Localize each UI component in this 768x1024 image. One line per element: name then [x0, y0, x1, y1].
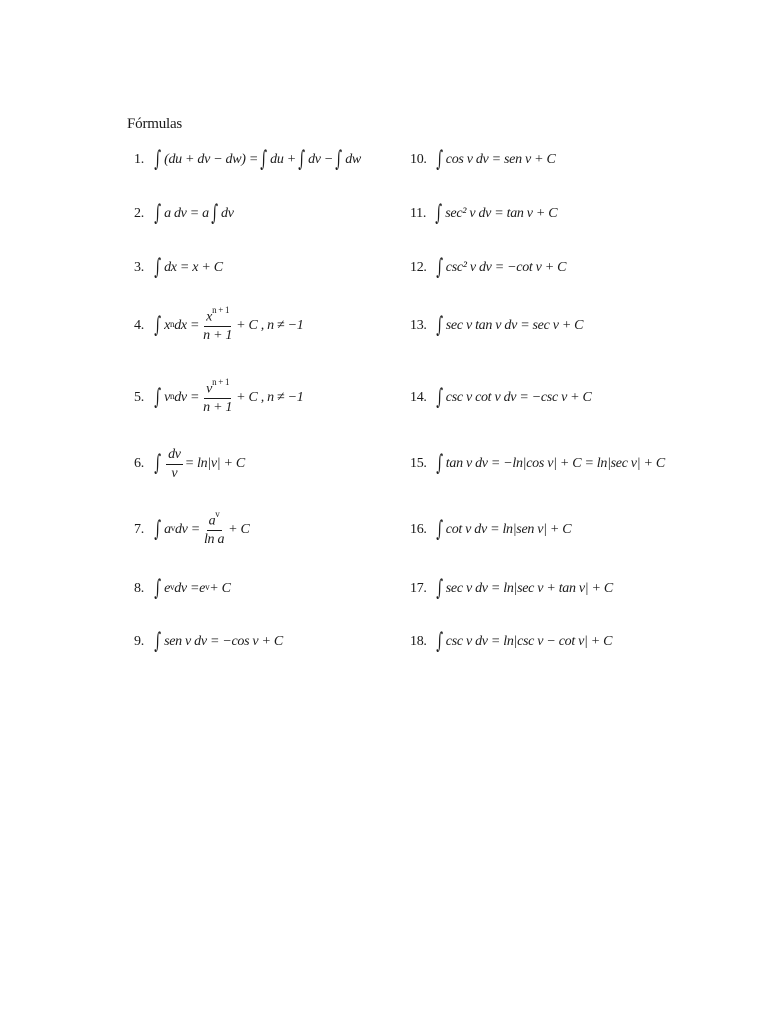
expr-part: (du + dv − dw) =	[164, 152, 258, 167]
denominator-text: v	[171, 465, 178, 481]
denominator-text: n + 1	[203, 400, 233, 416]
expr-part: dv −	[308, 152, 334, 167]
page-title: Fórmulas	[127, 116, 183, 132]
denominator	[201, 327, 234, 343]
expr-part: e	[164, 581, 170, 596]
formula-number: 18.	[410, 634, 427, 649]
integral-symbol: ∫	[154, 201, 161, 226]
exponent: v	[170, 582, 175, 592]
formula-expression	[152, 149, 361, 171]
expr-part: v	[164, 390, 170, 405]
expr-text: sec² v dv = tan v + C	[445, 206, 558, 221]
integral-symbol: ∫	[211, 201, 218, 226]
formula-expression	[433, 203, 557, 225]
formula-17	[410, 569, 613, 609]
expr-part: dx = x + C	[164, 260, 223, 275]
expr-part: dw	[345, 152, 361, 167]
formula-expression	[434, 631, 613, 653]
numerator-base: a	[208, 513, 216, 529]
formula-9	[134, 622, 283, 662]
expr-part: + C , n ≠ −1	[236, 318, 304, 333]
formula-expression	[434, 257, 567, 279]
expr-part: a dv = a	[164, 206, 209, 221]
formula-expression	[152, 377, 304, 416]
exponent: n	[170, 319, 175, 329]
numerator	[207, 509, 222, 531]
formula-number: 2.	[134, 206, 144, 221]
formula-16	[410, 510, 571, 550]
expr-text: cos v dv = sen v + C	[445, 152, 556, 167]
fraction	[201, 377, 234, 416]
integral-symbol: ∫	[435, 517, 443, 542]
integral-symbol: ∫	[335, 147, 342, 172]
formula-expression	[434, 387, 592, 409]
integral-symbol: ∫	[435, 255, 443, 280]
expr-text: csc² v dv = −cot v + C	[445, 260, 567, 275]
formula-4	[134, 306, 303, 346]
integral-symbol: ∫	[260, 147, 267, 172]
exponent: n + 1	[212, 377, 230, 388]
expr-part: + C	[228, 522, 250, 537]
formula-2	[134, 194, 234, 234]
exponent: v	[215, 509, 220, 520]
expr-part: x	[164, 318, 170, 333]
integral-symbol: ∫	[435, 201, 443, 226]
integral-symbol: ∫	[154, 313, 161, 338]
formula-number: 3.	[134, 260, 144, 275]
formula-expression	[152, 305, 304, 344]
formula-14	[410, 378, 592, 418]
expr-part: = ln|v| + C	[184, 456, 245, 471]
formula-expression	[152, 203, 234, 225]
formula-number: 16.	[410, 522, 427, 537]
numerator-base: x	[206, 309, 213, 325]
expr-part: + C , n ≠ −1	[236, 390, 304, 405]
integral-symbol: ∫	[435, 629, 443, 654]
integral-symbol: ∫	[154, 385, 161, 410]
integral-symbol: ∫	[435, 451, 443, 476]
expr-text: csc v dv = ln|csc v − cot v| + C	[445, 634, 613, 649]
expr-part: dv =	[174, 581, 200, 596]
formula-expression	[152, 631, 283, 653]
expr-part: dx =	[174, 318, 200, 333]
formula-number: 17.	[410, 581, 427, 596]
formula-number: 9.	[134, 634, 144, 649]
denominator	[201, 399, 234, 415]
formula-10	[410, 140, 555, 180]
expr-part: a	[164, 522, 171, 537]
formula-number: 8.	[134, 581, 144, 596]
formula-number: 4.	[134, 318, 144, 333]
integral-symbol: ∫	[435, 576, 443, 601]
integral-symbol: ∫	[154, 517, 161, 542]
formula-expression	[152, 447, 245, 481]
formula-3	[134, 248, 223, 288]
integral-symbol: ∫	[154, 255, 161, 280]
formula-number: 1.	[134, 152, 144, 167]
integral-symbol: ∫	[298, 147, 305, 172]
integral-symbol: ∫	[435, 313, 443, 338]
exponent: v	[205, 582, 210, 592]
numerator	[204, 305, 231, 327]
integral-symbol: ∫	[435, 385, 443, 410]
formula-8	[134, 569, 231, 609]
formula-number: 5.	[134, 390, 144, 405]
formula-number: 10.	[410, 152, 427, 167]
expr-part: dv =	[174, 390, 200, 405]
formula-expression	[152, 257, 223, 279]
formula-expression	[434, 315, 584, 337]
expr-part: + C	[209, 581, 231, 596]
denominator	[169, 465, 179, 481]
numerator-text: dv	[168, 447, 181, 463]
formula-number: 15.	[410, 456, 427, 471]
formula-number: 11.	[410, 206, 427, 221]
fraction	[202, 509, 226, 548]
formula-11	[410, 194, 557, 234]
exponent: n	[170, 391, 175, 401]
integral-symbol: ∫	[154, 147, 161, 172]
expr-text: csc v cot v dv = −csc v + C	[445, 390, 592, 405]
formula-5	[134, 378, 303, 418]
integral-symbol: ∫	[154, 629, 161, 654]
formula-expression	[434, 519, 572, 541]
denominator	[202, 531, 226, 547]
expr-part: dv	[221, 206, 234, 221]
expr-part: e	[199, 581, 206, 596]
formula-expression	[434, 578, 613, 600]
expr-part: dv =	[174, 522, 200, 537]
denominator-text: n + 1	[203, 328, 233, 344]
formula-7	[134, 510, 250, 550]
formula-expression	[434, 453, 665, 475]
formula-number: 12.	[410, 260, 427, 275]
formula-1	[134, 140, 361, 180]
expr-part: du +	[270, 152, 296, 167]
formula-6	[134, 444, 245, 484]
formula-number: 7.	[134, 522, 144, 537]
formula-expression	[152, 509, 250, 548]
expr-text: tan v dv = −ln|cos v| + C = ln|sec v| + C	[445, 456, 665, 471]
expr-part: sen v dv = −cos v + C	[164, 634, 283, 649]
numerator	[166, 447, 183, 464]
integral-symbol: ∫	[154, 451, 161, 476]
numerator-base: v	[206, 381, 213, 397]
expr-text: sec v dv = ln|sec v + tan v| + C	[445, 581, 613, 596]
formula-18	[410, 622, 612, 662]
denominator-text: ln a	[203, 532, 225, 548]
integral-symbol: ∫	[154, 576, 161, 601]
expr-text: sec v tan v dv = sec v + C	[445, 318, 584, 333]
fraction	[166, 447, 183, 481]
expr-text: cot v dv = ln|sen v| + C	[445, 522, 572, 537]
formula-number: 6.	[134, 456, 144, 471]
formula-12	[410, 248, 566, 288]
exponent: n + 1	[212, 305, 230, 316]
formula-expression	[152, 578, 231, 600]
exponent: v	[170, 523, 175, 533]
formula-number: 14.	[410, 390, 427, 405]
fraction	[201, 305, 234, 344]
formula-13	[410, 306, 583, 346]
numerator	[204, 377, 231, 399]
formula-15	[410, 444, 665, 484]
formula-number: 13.	[410, 318, 427, 333]
integral-symbol: ∫	[435, 147, 443, 172]
formula-expression	[434, 149, 556, 171]
